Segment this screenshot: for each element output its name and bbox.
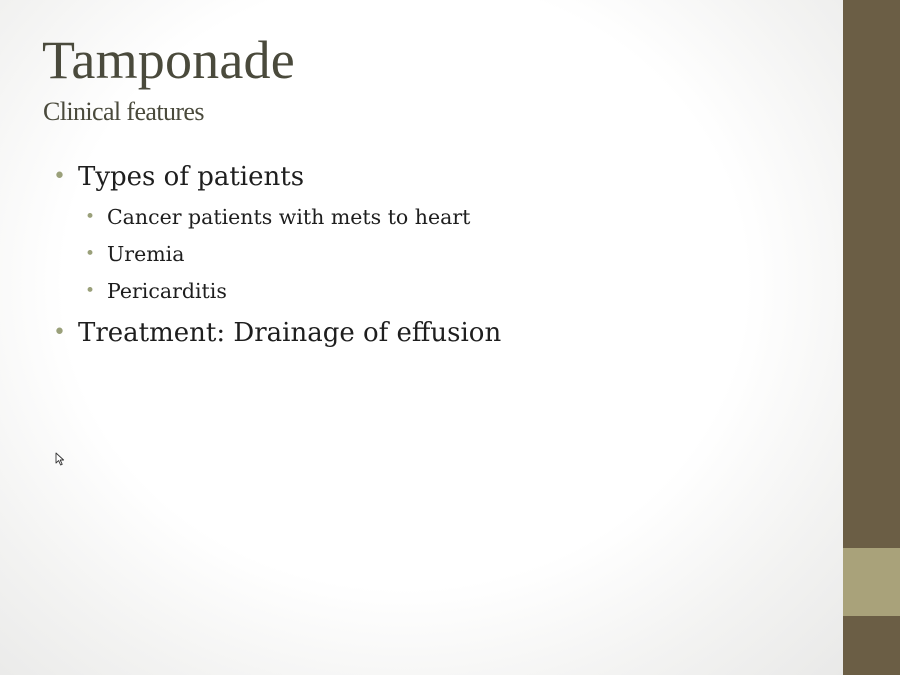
slide-title: Tamponade <box>42 30 295 90</box>
decorative-accent-band <box>843 548 900 616</box>
slide-subtitle: Clinical features <box>43 97 204 126</box>
bullet-text: Types of patients <box>78 162 305 192</box>
bullet-dot-icon: • <box>85 244 96 264</box>
mouse-pointer-icon <box>55 452 65 466</box>
bullet-dot-icon: • <box>53 164 66 189</box>
bullet-dot-icon: • <box>53 320 66 345</box>
bullet-dot-icon: • <box>85 207 96 227</box>
bullet-dot-icon: • <box>85 281 96 301</box>
bullet-text: Treatment: Drainage of effusion <box>78 318 502 348</box>
bullet-text: Cancer patients with mets to heart <box>107 205 471 229</box>
bullet-text: Pericarditis <box>107 279 227 303</box>
bullet-text: Uremia <box>107 242 185 266</box>
